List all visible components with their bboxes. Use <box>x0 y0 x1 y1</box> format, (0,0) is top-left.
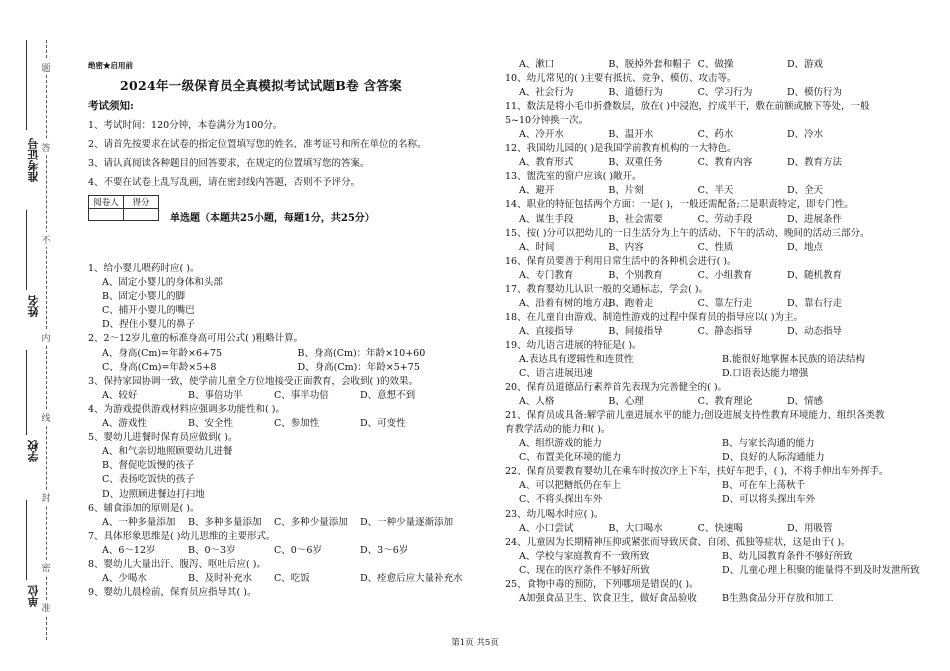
answer-option[interactable]: B、双重任务 <box>608 157 663 169</box>
answer-option[interactable]: D、冷水 <box>786 129 824 141</box>
answer-option[interactable]: D、靠右行走 <box>786 297 843 309</box>
answer-option[interactable]: B、多种多量添加 <box>188 516 262 528</box>
answer-options-row <box>505 367 925 381</box>
answer-option[interactable]: B、跑着走 <box>608 297 654 309</box>
exam-number-label: 准考证号 <box>27 138 40 182</box>
question-stem: 18、在儿童自由游戏、制造性游戏的过程中保育员的指导应以( )为主。 <box>505 311 804 323</box>
seal-char: 准 <box>40 600 52 615</box>
answer-option[interactable]: C、事半功倍 <box>274 389 329 401</box>
left-questions <box>88 262 493 600</box>
answer-option[interactable]: A、可以把糖纸仍在车上 <box>519 480 621 492</box>
answer-option[interactable]: C、教育理论 <box>697 396 753 408</box>
answer-options-row <box>505 353 925 367</box>
answer-option[interactable]: B、安全性 <box>188 418 233 430</box>
notice-list <box>88 116 488 192</box>
answer-option[interactable]: C、快速喝 <box>697 522 743 534</box>
answer-option[interactable]: A、身高(Cm)=年龄×6+75 <box>102 347 223 359</box>
seal-char: 不 <box>40 232 52 247</box>
answer-options-row <box>505 550 925 564</box>
notice-item: 4、不要在试卷上乱写乱画，请在密封线内答题，否则不予评分。 <box>88 177 361 188</box>
question-stem: 7、具体形象思维是( )幼儿思维的主要形式。 <box>88 530 276 542</box>
answer-option[interactable]: B、身高(Cm)：年龄×10+60 <box>297 347 426 359</box>
answer-option[interactable]: B、片刻 <box>608 185 644 197</box>
answer-option[interactable]: D、地点 <box>786 241 824 253</box>
question-stem: 3、保持家园协调一致，使学前儿童全方位地接受正面教育，会收到( )的效果。 <box>88 375 418 387</box>
answer-options-row <box>505 297 925 311</box>
answer-options-row <box>505 269 925 283</box>
answer-option[interactable]: B.能很好地掌握本民族的语法结构 <box>722 353 866 365</box>
answer-options-row <box>88 361 493 375</box>
answer-option[interactable]: C、劳动手段 <box>697 213 753 225</box>
question-stem: 20、保育员道德品行素养首先表现为完善健全的( )。 <box>505 382 728 394</box>
answer-option[interactable]: D、3～6岁 <box>360 544 409 556</box>
answer-option[interactable]: C、做操 <box>697 59 734 70</box>
answer-option[interactable]: D、捏住小婴儿的鼻子 <box>102 319 196 331</box>
question-stem: 10、幼儿常见的( )主要有抵抗、竞争、模仿、攻击等。 <box>505 73 737 85</box>
section-title: 单选题（本题共25小题，每题1分，共25分） <box>170 213 375 224</box>
answer-option[interactable]: A、组织游戏的能力 <box>519 438 602 450</box>
name-label: 姓名 <box>27 295 40 317</box>
answer-option[interactable]: B、大口喝水 <box>608 522 663 534</box>
answer-option[interactable]: D、边照顾进餐边打扫地 <box>102 488 205 500</box>
region-label: 单位 <box>27 585 40 607</box>
answer-option[interactable]: B、温开水 <box>608 129 654 141</box>
question-stem: 1、给小婴儿喂药时应( )。 <box>88 263 200 274</box>
answer-option[interactable]: D、随机教育 <box>786 269 843 281</box>
answer-options-row <box>88 389 493 403</box>
answer-options-row <box>505 184 925 198</box>
answer-option[interactable]: B、固定小婴儿的脚 <box>102 291 185 303</box>
seal-char: 线 <box>40 410 52 425</box>
answer-option[interactable]: C、捕开小婴儿的嘴巴 <box>102 305 195 317</box>
answer-option[interactable]: D、儿童心理上积聚的能量得不到及时发泄所致 <box>722 564 920 576</box>
answer-option[interactable]: B、督促吃饭慢的孩子 <box>102 460 195 472</box>
answer-option[interactable]: B、道德行为 <box>608 87 663 99</box>
answer-option[interactable]: C、小组教育 <box>697 269 753 281</box>
answer-option[interactable]: B、内容 <box>608 241 644 253</box>
answer-option[interactable]: A、谋生手段 <box>519 213 574 225</box>
question-stem: 13、盥洗室的窗户应该( )敞开。 <box>505 171 642 183</box>
page-footer: 第1页 共5页 <box>451 638 499 648</box>
question-stem: 8、婴幼儿大量出汗、腹泻、呕吐后应( )。 <box>88 558 266 570</box>
answer-options-row <box>505 451 925 465</box>
question-stem: 17、教育婴幼儿认识一般的交通标志，学会( )。 <box>505 283 709 295</box>
answer-option[interactable]: A、教育形式 <box>519 157 574 169</box>
answer-option[interactable]: D、可变性 <box>360 418 406 430</box>
answer-options-row <box>505 86 925 100</box>
answer-option[interactable]: B、间接指导 <box>608 325 663 337</box>
answer-option[interactable]: D、模仿行为 <box>786 87 843 99</box>
answer-option[interactable]: C、语言进展迅速 <box>519 368 593 380</box>
answer-option[interactable]: C、教育内容 <box>697 157 753 169</box>
answer-option[interactable]: A、游戏性 <box>102 418 147 430</box>
page-title: 2024年一级保育员全真模拟考试试题B卷 含答案 <box>120 78 402 93</box>
answer-option[interactable]: D、教育方法 <box>786 157 843 169</box>
answer-option[interactable]: A、小口尝试 <box>519 522 574 534</box>
answer-option[interactable]: D、用吸管 <box>786 522 833 534</box>
seal-char: 内 <box>40 330 52 345</box>
answer-option[interactable]: C、静态指导 <box>697 325 753 337</box>
answer-options-row <box>505 58 925 72</box>
answer-option[interactable]: D、全天 <box>786 185 824 197</box>
notice-heading: 考试须知: <box>88 100 134 112</box>
answer-options-row <box>88 572 493 586</box>
answer-options-row <box>505 395 925 409</box>
answer-option[interactable]: C、靠左行走 <box>697 297 753 309</box>
answer-option[interactable]: A、固定小婴儿的身体和头部 <box>102 277 223 289</box>
answer-option[interactable]: B、脱掉外套和帽子 <box>608 59 692 70</box>
question-stem: 25、食物中毒的预防，下列哪项是错误的( )。 <box>505 578 699 590</box>
answer-option[interactable]: B、个别教育 <box>608 269 663 281</box>
answer-option[interactable]: A加强食品卫生、饮食卫生，做好食品验收 <box>519 592 697 604</box>
answer-options-row <box>505 156 925 170</box>
answer-option[interactable]: C、多种少量添加 <box>274 516 348 528</box>
answer-option[interactable]: B、与家长沟通的能力 <box>722 438 815 450</box>
answer-option[interactable]: B、幼儿园教育条件不够好所致 <box>722 550 853 562</box>
answer-option[interactable]: C、学习行为 <box>697 87 753 99</box>
answer-option[interactable]: A、直接指导 <box>519 325 574 337</box>
answer-option[interactable]: B、及时补充水 <box>188 573 252 585</box>
seal-char: 封 <box>40 490 52 505</box>
question-stem: 12、我国幼儿园的( )是我国学前教育机构的一大特色。 <box>505 143 737 155</box>
answer-option[interactable]: B、心理 <box>608 396 644 408</box>
question-stem: 23、幼儿喝水时应( )。 <box>505 508 604 520</box>
question-stem: 14、职业的特征包括两个方面：一是( )，一般还需配备;二是职责特定，即专门性。 <box>505 199 854 211</box>
question-stem-cont: 育教学活动的能力和( )。 <box>505 424 611 436</box>
question-stem: 24、儿童因为长期精神压抑或紧张而导致厌食、自闭、孤独等症状，这是由于( )。 <box>505 536 851 548</box>
question-stem-cont: 5~10分钟换一次。 <box>505 115 589 127</box>
question-stem: 6、辅食添加的原则是( )。 <box>88 502 200 514</box>
answer-option[interactable]: D.口语表达能力增强 <box>722 368 809 380</box>
answer-option[interactable]: A、避开 <box>519 185 555 197</box>
answer-option[interactable]: B、0～3岁 <box>188 544 236 556</box>
answer-option[interactable]: A、学校与家庭教育不一致所致 <box>519 550 650 562</box>
answer-option[interactable]: A、时间 <box>519 241 555 253</box>
answer-option[interactable]: A、漱口 <box>519 59 555 70</box>
answer-option[interactable]: C、现在的医疗条件不够好所致 <box>519 564 650 576</box>
answer-option[interactable]: B、社会需要 <box>608 213 663 225</box>
answer-option[interactable]: D、痊愈后应大量补充水 <box>360 573 463 585</box>
question-stem: 5、婴幼儿进餐时保育员应做到( )。 <box>88 432 238 444</box>
answer-option[interactable]: A、专门教育 <box>519 269 574 281</box>
notice-item: 3、请认真阅读各种题目的回答要求，在规定的位置填写您的答案。 <box>88 158 370 169</box>
reviewer-cell: 阅卷人 <box>89 196 124 209</box>
notice-item: 2、请首先按要求在试卷的指定位置填写您的姓名、准考证号和所在单位的名称。 <box>88 139 427 150</box>
question-stem: 21、保育员成具备:解学前儿童进展水平的能力;创设进展支持性教育环境能力、组织各类教 <box>505 410 885 422</box>
name-field <box>26 210 27 290</box>
answer-option[interactable]: C、布置美化环境的能力 <box>519 452 622 464</box>
question-stem: 4、为游戏提供游戏材料应强调多功能性和( )。 <box>88 403 285 415</box>
answer-option[interactable]: A、社会行为 <box>519 87 574 99</box>
question-stem: 15、按( )分可以把幼儿的一日生活分为上午的活动、下午的活动、晚间的活动三部分。 <box>505 227 870 239</box>
right-questions <box>505 58 925 606</box>
answer-option[interactable]: A、冷开水 <box>519 129 564 141</box>
school-field <box>26 350 27 435</box>
answer-options-row <box>88 544 493 558</box>
answer-option[interactable]: D、可以将头探出车外 <box>722 494 816 506</box>
score-table <box>88 195 159 221</box>
answer-option[interactable]: A、少喝水 <box>102 573 147 585</box>
region-field <box>26 500 27 580</box>
binding-margin <box>0 0 70 671</box>
answer-option[interactable]: A、和气亲切地照顾要幼儿进餐 <box>102 446 233 458</box>
answer-option[interactable]: C、表扬吃饭快的孩子 <box>102 474 195 486</box>
answer-option[interactable]: A、一种多量添加 <box>102 516 176 528</box>
answer-option[interactable]: D、良好的人际沟通能力 <box>722 452 825 464</box>
seal-char: 题 <box>40 60 52 75</box>
answer-option[interactable]: B、可在车上荡秋千 <box>722 480 805 492</box>
answer-options-row <box>505 522 925 536</box>
answer-option[interactable]: A、较好 <box>102 389 138 401</box>
answer-option[interactable]: D、情感 <box>786 396 824 408</box>
answer-option[interactable]: D、游戏 <box>786 59 824 70</box>
answer-option[interactable]: C、吃饭 <box>274 573 310 585</box>
school-label: 学校 <box>27 440 40 462</box>
answer-option[interactable]: D、动态指导 <box>786 325 843 337</box>
answer-options-row <box>505 493 925 507</box>
answer-options-row <box>88 417 493 431</box>
answer-option[interactable]: C、药水 <box>697 129 734 141</box>
answer-option[interactable]: A、沿着有树的地方走 <box>519 297 612 309</box>
question-stem: 2、2～12岁儿童的标准身高可用公式( )粗略计算。 <box>88 333 304 345</box>
answer-options-row <box>505 325 925 339</box>
answer-option[interactable]: D、身高(Cm)：年龄×5+75 <box>297 361 420 373</box>
answer-option[interactable]: B、事倍功半 <box>188 389 243 401</box>
answer-option[interactable]: C、不将头探出车外 <box>519 494 603 506</box>
notice-item: 1、考试时间：120分钟，本卷满分为100分。 <box>88 120 283 131</box>
secret-mark: 绝密★启用前 <box>88 61 133 70</box>
answer-option[interactable]: A、人格 <box>519 396 555 408</box>
question-stem: 22、保育员要教育婴幼儿在乘车时按次序上下车，扶好车把手，( )，不将手伸出车外挥手。 <box>505 466 889 478</box>
answer-options-row <box>505 592 925 606</box>
seal-char: 答 <box>40 140 52 155</box>
reviewer-blank[interactable] <box>89 209 124 221</box>
answer-options-row <box>505 241 925 255</box>
answer-option[interactable]: C、半天 <box>697 185 734 197</box>
answer-options-row <box>505 128 925 142</box>
answer-options-row <box>505 564 925 578</box>
question-stem: 16、保育员要善于利用日常生活中的各种机会进行( )。 <box>505 255 737 267</box>
answer-option[interactable]: D、进展条件 <box>786 213 843 225</box>
answer-options-row <box>505 479 925 493</box>
answer-option[interactable]: C、性质 <box>697 241 734 253</box>
answer-option[interactable]: C、参加性 <box>274 418 320 430</box>
seal-char: 密 <box>40 560 52 575</box>
answer-options-row <box>505 437 925 451</box>
score-blank[interactable] <box>124 209 159 221</box>
answer-option[interactable]: A.表达具有逻辑性和连贯性 <box>519 353 634 365</box>
answer-option[interactable]: B生熟食品分开存放和加工 <box>722 592 834 604</box>
answer-options-row <box>88 347 493 361</box>
answer-option[interactable]: C、身高(Cm)=年龄×5+8 <box>102 361 217 373</box>
answer-option[interactable]: A、6～12岁 <box>102 544 156 556</box>
exam-number-field <box>26 40 27 130</box>
answer-option[interactable]: D、一种少量逐渐添加 <box>360 516 454 528</box>
answer-option[interactable]: D、意想不到 <box>360 389 416 401</box>
score-cell: 得分 <box>124 196 159 209</box>
answer-options-row <box>88 516 493 530</box>
question-stem: 19、幼儿语言进展的特征是( )。 <box>505 339 642 351</box>
answer-options-row <box>505 213 925 227</box>
question-stem: 9、婴幼儿晨检前，保育员应指导其( )。 <box>88 587 257 599</box>
question-stem: 11、数法是将小毛巾折叠数层，放在( )中浸泡，拧成半干，敷在前额或腋下等处，一般 <box>505 101 870 113</box>
answer-option[interactable]: C、0～6岁 <box>274 544 322 556</box>
